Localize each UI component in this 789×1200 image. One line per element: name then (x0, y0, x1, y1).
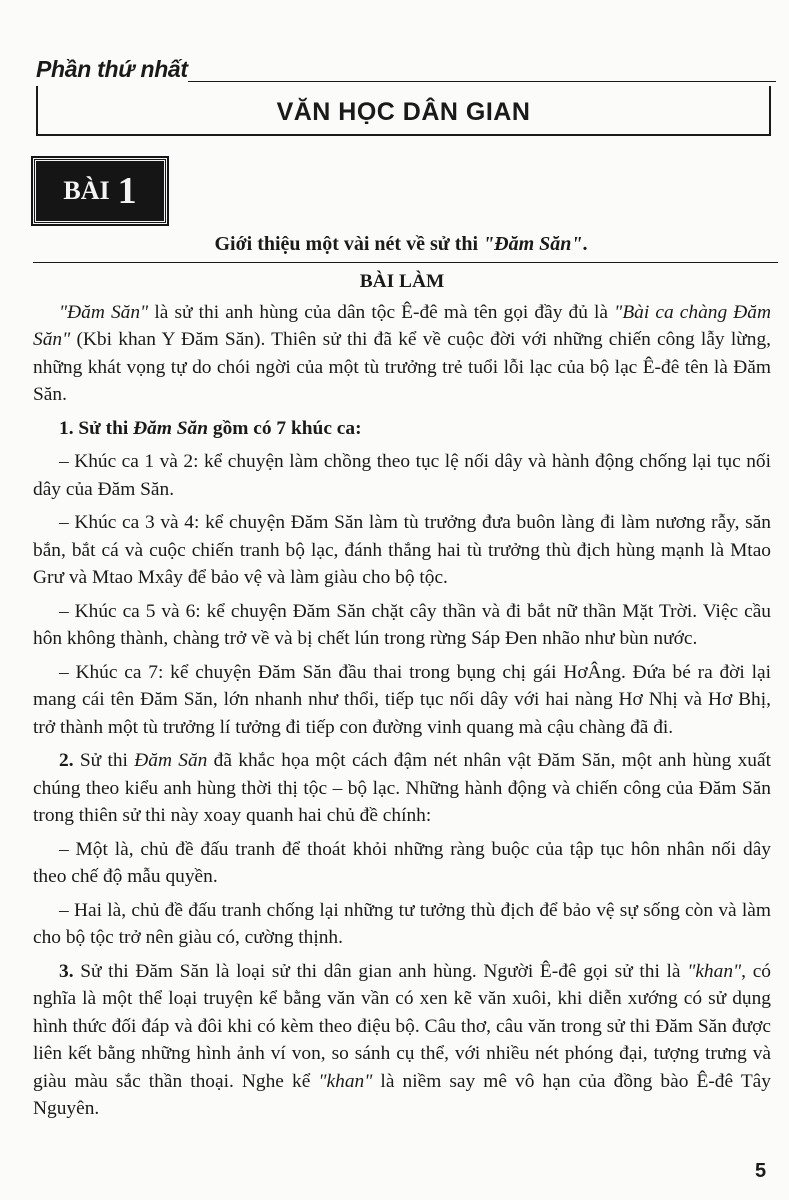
point3-text-mid: , có nghĩa là một thể loại truyện kể bằng văn vần có xen kẽ văn xuôi, khi diễn xướng có sử dụng hình thức đối đáp và đôi khi có kèm theo điệu bộ. Câu thơ, câu văn trong sử thi Đăm Săn được liên kết bằng những hình ảnh ví von, so sánh cụ thể, với nhiều nét phóng đại, tượng trưng và giàu màu sắc thần thoại. Nghe kể (33, 960, 771, 1092)
intro-paragraph (33, 299, 771, 409)
point1-item: – Khúc ca 5 và 6: kể chuyện Đăm Săn chặt cây thần và đi bắt nữ thần Mặt Trời. Việc cầu hôn không thành, chàng trở về và bị chết lún trong rừng Sáp Đen nhão như bùn nước. (33, 600, 771, 649)
point2-number: 2. (59, 750, 74, 771)
point2-text-rest: đã khắc họa một cách đậm nét nhân vật Đăm Săn, một anh hùng xuất chúng theo kiểu anh hùng thời thị tộc – bộ lạc. Những hành động và chiến công của Đăm Săn trong thiên sử thi này xoay quanh hai chủ đề chính: (33, 750, 771, 826)
section-title-box (36, 86, 771, 136)
intro-text-rest: (Kbi khan Y Đăm Săn). Thiên sử thi đã kể về cuộc đời với những chiến công lẫy lừng, những khát vọng tự do chói ngời của một tù trưởng trẻ tuổi lỗi lạc của bộ lạc Ê-đê tên là Đăm Săn. (33, 329, 771, 405)
point2-paragraph (33, 747, 771, 830)
lesson-subtitle-suffix: . (582, 233, 588, 255)
part-rule (188, 81, 776, 82)
intro-full-title: "Bài ca chàng Đăm Săn" (33, 301, 771, 350)
lesson-subtitle-work: "Đăm Săn" (483, 233, 583, 255)
intro-text: là sử thi anh hùng của dân tộc Ê-đê mà tên gọi đầy đủ là (148, 301, 615, 323)
page-number: 5 (755, 1160, 767, 1182)
lesson-subtitle (33, 233, 769, 256)
lesson-subtitle-prefix: Giới thiệu một vài nét về sử thi (214, 233, 484, 255)
point2-text: Sử thi (73, 750, 135, 771)
point1-item: – Khúc ca 1 và 2: kể chuyện làm chồng theo tục lệ nối dây và hành động chống lại tục nối dây của Đăm Săn. (33, 451, 771, 500)
answer-heading: BÀI LÀM (359, 271, 445, 292)
point3-text: Sử thi Đăm Săn là loại sử thi dân gian anh hùng. Người Ê-đê gọi sử thi là (73, 960, 688, 982)
part-header (36, 56, 776, 86)
answer-body (33, 268, 771, 1123)
point2-item: – Một là, chủ đề đấu tranh để thoát khỏi những ràng buộc của tập tục hôn nhân nối dây theo chế độ mẫu quyền. (33, 838, 771, 887)
point3-term-2: "khan" (318, 1070, 373, 1092)
point1-heading (33, 415, 771, 443)
subtitle-rule (33, 262, 778, 263)
point3-number: 3. (59, 960, 74, 982)
intro-work-title: "Đăm Săn" (59, 301, 149, 323)
point3-term: "khan" (687, 960, 742, 982)
section-title: VĂN HỌC DÂN GIAN (276, 98, 531, 126)
point1-work: Đăm Săn (133, 417, 209, 439)
point1-number: 1. Sử thi (59, 417, 134, 439)
point2-item: – Hai là, chủ đề đấu tranh chống lại những tư tưởng thù địch để bảo vệ sự sống còn và làm cho bộ tộc trở nên giàu có, cường thịnh. (33, 899, 771, 948)
point3-text-end: là niềm say mê vô hạn của đồng bào Ê-đê Tây Nguyên. (33, 1070, 771, 1119)
point1-text: gồm có 7 khúc ca: (208, 417, 362, 439)
point1-item: – Khúc ca 3 và 4: kể chuyện Đăm Săn làm tù trưởng đưa buôn làng đi làm nương rẫy, săn bắn, bắt cá và cuộc chiến tranh bộ lạc, đánh thắng hai tù trưởng thù địch hùng mạnh là Mtao Grư và Mtao Mxây để bảo vệ và làm giàu cho bộ tộc. (33, 512, 771, 588)
lesson-badge-word: BÀI (63, 176, 110, 205)
point3-paragraph (33, 958, 771, 1123)
lesson-badge (33, 158, 167, 224)
lesson-badge-number: 1 (117, 170, 137, 212)
point2-work: Đăm Săn (134, 750, 208, 771)
point1-item: – Khúc ca 7: kể chuyện Đăm Săn đầu thai trong bụng chị gái HơÂng. Đứa bé ra đời lại mang cái tên Đăm Săn, lớn nhanh như thổi, tiếp tục nối dây với hai nàng Hơ Nhị và Hơ Bhị, trở thành một tù trưởng lí tưởng đi tiếp con đường vinh quang mà cậu chàng đã đi. (33, 661, 771, 738)
part-label: Phần thứ nhất (36, 56, 188, 82)
